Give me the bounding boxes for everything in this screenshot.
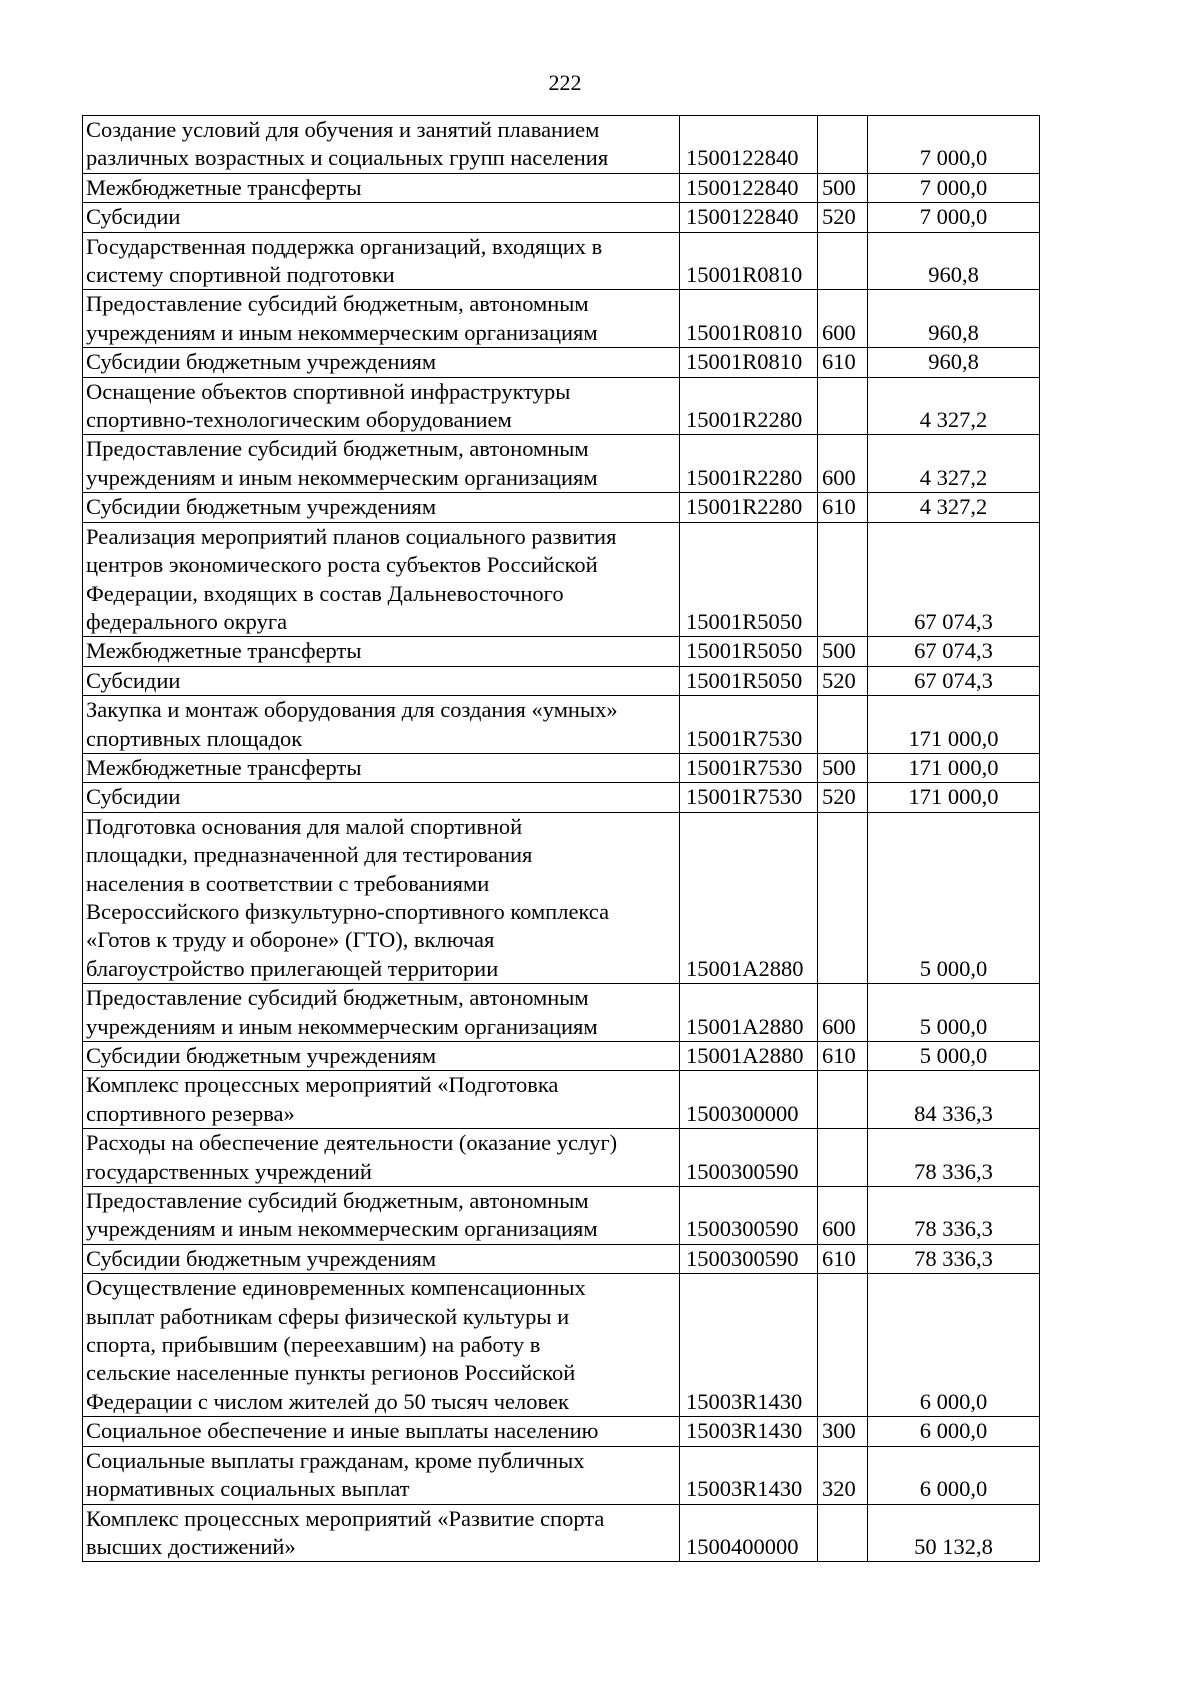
table-row bbox=[83, 783, 1040, 812]
expense-name-line: спортивного резерва» bbox=[86, 1100, 295, 1126]
expense-name-line: спортивно-технологическим оборудованием bbox=[86, 407, 512, 433]
expense-type-cell: 610 bbox=[818, 1244, 868, 1273]
target-code-cell: 1500400000 bbox=[680, 1504, 818, 1562]
expense-name-line: спорта, прибывшим (переехавшим) на работу в bbox=[86, 1332, 541, 1358]
target-code-cell: 15001R2280 bbox=[680, 377, 818, 435]
expense-name-line: Субсидии bbox=[86, 204, 181, 230]
expense-type-cell: 300 bbox=[818, 1417, 868, 1446]
expense-name-line: учреждениям и иным некоммерческим организациям bbox=[86, 1013, 598, 1039]
table-row bbox=[83, 1042, 1040, 1071]
expense-name-line: «Готов к труду и обороне» (ГТО), включая bbox=[86, 927, 495, 953]
expense-name-cell bbox=[83, 116, 680, 174]
target-code-cell: 15001R5050 bbox=[680, 666, 818, 695]
expense-name-cell bbox=[83, 666, 680, 695]
amount-cell: 4 327,2 bbox=[868, 377, 1040, 435]
amount-cell: 960,8 bbox=[868, 290, 1040, 348]
target-code-cell: 15001R0810 bbox=[680, 348, 818, 377]
target-code-cell: 15001R5050 bbox=[680, 637, 818, 666]
expense-name-line: учреждениям и иным некоммерческим организациям bbox=[86, 319, 598, 345]
expense-name-line: Предоставление субсидий бюджетным, автономным bbox=[86, 985, 589, 1011]
amount-cell: 78 336,3 bbox=[868, 1129, 1040, 1187]
table-row bbox=[83, 696, 1040, 754]
table-row bbox=[83, 984, 1040, 1042]
table-row bbox=[83, 493, 1040, 522]
expense-type-cell: 600 bbox=[818, 1187, 868, 1245]
amount-cell: 78 336,3 bbox=[868, 1244, 1040, 1273]
expense-name-line: Субсидии bbox=[86, 784, 181, 810]
target-code-cell: 1500122840 bbox=[680, 203, 818, 232]
expense-type-cell bbox=[818, 522, 868, 637]
expense-type-cell: 600 bbox=[818, 290, 868, 348]
expense-name-line: Федерации с числом жителей до 50 тысяч человек bbox=[86, 1388, 569, 1414]
expense-name-line: Субсидии bbox=[86, 667, 181, 693]
expense-name-cell bbox=[83, 1446, 680, 1504]
expense-name-cell bbox=[83, 984, 680, 1042]
amount-cell: 171 000,0 bbox=[868, 696, 1040, 754]
amount-cell: 6 000,0 bbox=[868, 1417, 1040, 1446]
expense-name-cell bbox=[83, 1504, 680, 1562]
expense-name-cell bbox=[83, 637, 680, 666]
expense-name-cell bbox=[83, 696, 680, 754]
target-code-cell: 15001R7530 bbox=[680, 783, 818, 812]
expense-name-line: Предоставление субсидий бюджетным, автономным bbox=[86, 1188, 589, 1214]
expense-type-cell bbox=[818, 1129, 868, 1187]
expense-name-line: Предоставление субсидий бюджетным, автономным bbox=[86, 291, 589, 317]
amount-cell: 171 000,0 bbox=[868, 783, 1040, 812]
expense-type-cell bbox=[818, 1274, 868, 1417]
amount-cell: 50 132,8 bbox=[868, 1504, 1040, 1562]
expense-name-line: Создание условий для обучения и занятий плаванием bbox=[86, 117, 600, 142]
expense-name-line: Государственная поддержка организаций, входящих в bbox=[86, 233, 603, 259]
expense-name-cell bbox=[83, 290, 680, 348]
expense-name-line: Осуществление единовременных компенсационных bbox=[86, 1275, 586, 1301]
target-code-cell: 15001R0810 bbox=[680, 290, 818, 348]
expense-name-cell bbox=[83, 1187, 680, 1245]
amount-cell: 6 000,0 bbox=[868, 1274, 1040, 1417]
expense-name-line: Субсидии бюджетным учреждениям bbox=[86, 1245, 437, 1271]
expense-name-line: Межбюджетные трансферты bbox=[86, 754, 362, 780]
expense-name-cell bbox=[83, 203, 680, 232]
expense-type-cell bbox=[818, 1071, 868, 1129]
table-row bbox=[83, 290, 1040, 348]
table-row bbox=[83, 232, 1040, 290]
expense-type-cell bbox=[818, 696, 868, 754]
amount-cell: 4 327,2 bbox=[868, 435, 1040, 493]
target-code-cell: 15001R5050 bbox=[680, 522, 818, 637]
table-row bbox=[83, 116, 1040, 174]
amount-cell: 6 000,0 bbox=[868, 1446, 1040, 1504]
page-number: 222 bbox=[548, 70, 582, 95]
amount-cell: 4 327,2 bbox=[868, 493, 1040, 522]
expense-name-line: выплат работникам сферы физической культуры и bbox=[86, 1303, 570, 1329]
expense-type-cell bbox=[818, 377, 868, 435]
expense-name-line: спортивных площадок bbox=[86, 725, 303, 751]
expense-name-cell bbox=[83, 522, 680, 637]
expense-name-line: сельские населенные пункты регионов Российской bbox=[86, 1360, 576, 1386]
expense-name-line: Подготовка основания для малой спортивной bbox=[86, 813, 523, 839]
expense-name-line: Расходы на обеспечение деятельности (оказание услуг) bbox=[86, 1130, 618, 1156]
target-code-cell: 15001R7530 bbox=[680, 696, 818, 754]
expense-name-cell bbox=[83, 232, 680, 290]
expense-name-line: различных возрастных и социальных групп населения bbox=[86, 145, 609, 171]
budget-table-body bbox=[83, 116, 1040, 1562]
table-row bbox=[83, 203, 1040, 232]
expense-name-line: нормативных социальных выплат bbox=[86, 1476, 410, 1502]
expense-name-cell bbox=[83, 753, 680, 782]
amount-cell: 7 000,0 bbox=[868, 203, 1040, 232]
table-row bbox=[83, 637, 1040, 666]
expense-name-cell bbox=[83, 812, 680, 983]
expense-type-cell: 610 bbox=[818, 493, 868, 522]
expense-type-cell bbox=[818, 1504, 868, 1562]
expense-name-cell bbox=[83, 1042, 680, 1071]
amount-cell: 78 336,3 bbox=[868, 1187, 1040, 1245]
amount-cell: 960,8 bbox=[868, 348, 1040, 377]
amount-cell: 960,8 bbox=[868, 232, 1040, 290]
expense-name-cell bbox=[83, 377, 680, 435]
target-code-cell: 1500300590 bbox=[680, 1129, 818, 1187]
target-code-cell: 15001R2280 bbox=[680, 493, 818, 522]
expense-name-line: учреждениям и иным некоммерческим организациям bbox=[86, 464, 598, 490]
table-row bbox=[83, 1071, 1040, 1129]
table-row bbox=[83, 348, 1040, 377]
target-code-cell: 15001А2880 bbox=[680, 812, 818, 983]
expense-name-cell bbox=[83, 783, 680, 812]
expense-name-cell bbox=[83, 1274, 680, 1417]
table-row bbox=[83, 1187, 1040, 1245]
amount-cell: 5 000,0 bbox=[868, 1042, 1040, 1071]
amount-cell: 7 000,0 bbox=[868, 116, 1040, 174]
expense-name-cell bbox=[83, 1417, 680, 1446]
table-row bbox=[83, 1244, 1040, 1273]
expense-name-line: Социальное обеспечение и иные выплаты населению bbox=[86, 1418, 599, 1444]
amount-cell: 5 000,0 bbox=[868, 812, 1040, 983]
expense-name-line: Субсидии бюджетным учреждениям bbox=[86, 1043, 437, 1068]
expense-type-cell: 610 bbox=[818, 1042, 868, 1071]
target-code-cell: 15001А2880 bbox=[680, 1042, 818, 1071]
expense-type-cell: 500 bbox=[818, 173, 868, 202]
expense-name-line: Реализация мероприятий планов социального развития bbox=[86, 523, 617, 549]
expense-name-line: Межбюджетные трансферты bbox=[86, 638, 362, 664]
expense-name-line: федерального округа bbox=[86, 608, 288, 634]
table-row bbox=[83, 173, 1040, 202]
expense-name-line: Межбюджетные трансферты bbox=[86, 174, 362, 200]
expense-type-cell bbox=[818, 812, 868, 983]
expense-name-line: учреждениям и иным некоммерческим организациям bbox=[86, 1216, 598, 1242]
target-code-cell: 15001R2280 bbox=[680, 435, 818, 493]
expense-name-line: Закупка и монтаж оборудования для создания «умных» bbox=[86, 697, 618, 723]
expense-type-cell bbox=[818, 232, 868, 290]
expense-type-cell: 520 bbox=[818, 203, 868, 232]
expense-type-cell: 500 bbox=[818, 753, 868, 782]
expense-name-line: благоустройство прилегающей территории bbox=[86, 955, 499, 981]
expense-name-line: высших достижений» bbox=[86, 1533, 296, 1559]
expense-name-cell bbox=[83, 173, 680, 202]
table-row bbox=[83, 377, 1040, 435]
expense-name-cell bbox=[83, 493, 680, 522]
expense-name-line: Субсидии бюджетным учреждениям bbox=[86, 349, 437, 375]
amount-cell: 67 074,3 bbox=[868, 637, 1040, 666]
amount-cell: 7 000,0 bbox=[868, 173, 1040, 202]
target-code-cell: 1500300000 bbox=[680, 1071, 818, 1129]
expense-name-cell bbox=[83, 435, 680, 493]
expense-type-cell: 600 bbox=[818, 435, 868, 493]
expense-type-cell: 610 bbox=[818, 348, 868, 377]
expense-type-cell: 320 bbox=[818, 1446, 868, 1504]
expense-name-line: Комплекс процессных мероприятий «Подготовка bbox=[86, 1072, 559, 1098]
expense-name-line: населения в соответствии с требованиями bbox=[86, 870, 490, 896]
expense-type-cell: 520 bbox=[818, 666, 868, 695]
table-row bbox=[83, 1274, 1040, 1417]
expense-name-line: Федерации, входящих в состав Дальневосточного bbox=[86, 580, 564, 606]
amount-cell: 84 336,3 bbox=[868, 1071, 1040, 1129]
target-code-cell: 15001R7530 bbox=[680, 753, 818, 782]
target-code-cell: 1500300590 bbox=[680, 1244, 818, 1273]
table-row bbox=[83, 1129, 1040, 1187]
table-row bbox=[83, 1446, 1040, 1504]
target-code-cell: 1500122840 bbox=[680, 116, 818, 174]
table-row bbox=[83, 753, 1040, 782]
table-row bbox=[83, 435, 1040, 493]
expense-name-cell bbox=[83, 1244, 680, 1273]
expense-name-line: систему спортивной подготовки bbox=[86, 262, 395, 288]
table-row bbox=[83, 522, 1040, 637]
expense-name-line: Предоставление субсидий бюджетным, автономным bbox=[86, 436, 589, 462]
target-code-cell: 15003R1430 bbox=[680, 1274, 818, 1417]
target-code-cell: 15003R1430 bbox=[680, 1446, 818, 1504]
expense-name-line: Всероссийского физкультурно-спортивного комплекса bbox=[86, 898, 610, 924]
expense-type-cell: 520 bbox=[818, 783, 868, 812]
expense-name-line: государственных учреждений bbox=[86, 1158, 372, 1184]
target-code-cell: 1500122840 bbox=[680, 173, 818, 202]
expense-name-line: Социальные выплаты гражданам, кроме публичных bbox=[86, 1447, 585, 1473]
amount-cell: 67 074,3 bbox=[868, 522, 1040, 637]
expense-name-line: центров экономического роста субъектов Российской bbox=[86, 552, 598, 578]
expense-type-cell bbox=[818, 116, 868, 174]
expense-name-line: Оснащение объектов спортивной инфраструктуры bbox=[86, 378, 571, 404]
amount-cell: 67 074,3 bbox=[868, 666, 1040, 695]
expense-name-cell bbox=[83, 1071, 680, 1129]
expense-type-cell: 500 bbox=[818, 637, 868, 666]
table-row bbox=[83, 666, 1040, 695]
target-code-cell: 15001А2880 bbox=[680, 984, 818, 1042]
target-code-cell: 15003R1430 bbox=[680, 1417, 818, 1446]
target-code-cell: 15001R0810 bbox=[680, 232, 818, 290]
table-row bbox=[83, 1417, 1040, 1446]
expense-type-cell: 600 bbox=[818, 984, 868, 1042]
table-row bbox=[83, 812, 1040, 983]
expense-name-cell bbox=[83, 1129, 680, 1187]
target-code-cell: 1500300590 bbox=[680, 1187, 818, 1245]
expense-name-line: Комплекс процессных мероприятий «Развитие спорта bbox=[86, 1505, 605, 1531]
expense-name-cell bbox=[83, 348, 680, 377]
expense-name-line: Субсидии бюджетным учреждениям bbox=[86, 494, 437, 520]
expense-name-line: площадки, предназначенной для тестирования bbox=[86, 842, 533, 868]
amount-cell: 171 000,0 bbox=[868, 753, 1040, 782]
table-row bbox=[83, 1504, 1040, 1562]
budget-table bbox=[82, 115, 1040, 1562]
amount-cell: 5 000,0 bbox=[868, 984, 1040, 1042]
